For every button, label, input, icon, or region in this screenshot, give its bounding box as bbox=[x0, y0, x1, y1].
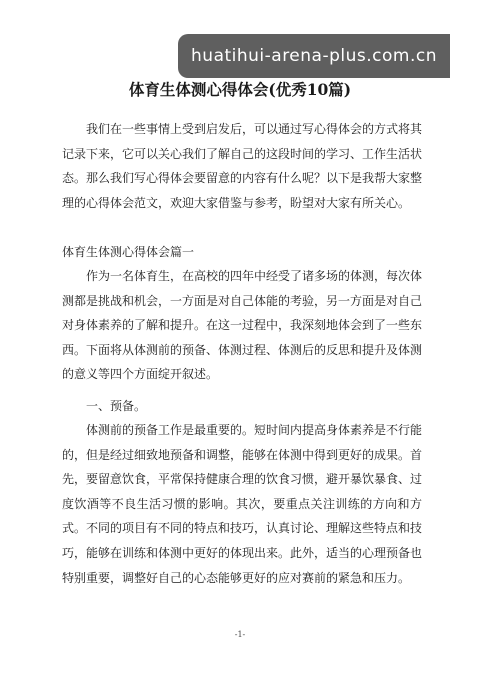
section-heading: 体育生体测心得体会篇一 bbox=[62, 245, 195, 259]
document-title: 体育生体测心得体会(优秀10篇) bbox=[128, 80, 352, 99]
watermark-banner: huatihui-arena-plus.com.cn bbox=[178, 34, 450, 78]
page-number: -1- bbox=[234, 630, 246, 639]
body-paragraph-2: 体测前的预备工作是最重要的。短时间内提高身体素养是不行能的，但是经过细致地预备和调整，能够在体测中得到更好的成果。首先，要留意饮食，平常保持健康合理的饮食习惯，避开暴饮暴食、过度饮酒等不良生活习惯的影响。其次，要重点关注训练的方向和方式。不同的项目有不同的特点和技巧，认真讨论、理解这些特点和技巧，能够在训练和体测中更好的体现出来。此外，适当的心理预备也特别重要，调整好自己的心态能够更好的应对赛前的紧急和压力。 bbox=[62, 423, 423, 585]
intro-paragraph: 我们在一些事情上受到启发后，可以通过写心得体会的方式将其记录下来，它可以关心我们了解自己的这段时间的学习、工作生活状态。那么我们写心得体会要留意的内容有什么呢？以下是我帮大家整理的心得体会范文，欢迎大家借鉴与参考，盼望对大家有所关心。 bbox=[62, 122, 423, 210]
body-paragraph-1: 作为一名体育生，在高校的四年中经受了诸多场的体测，每次体测都是挑战和机会，一方面是对自己体能的考验，另一方面是对自己对身体素养的了解和提升。在这一过程中，我深刻地体会到了一些东西。下面将从体测前的预备、体测过程、体测后的反思和提升及体测的意义等四个方面绽开叙述。 bbox=[62, 269, 423, 382]
subheading-preparation: 一、预备。 bbox=[86, 399, 147, 413]
